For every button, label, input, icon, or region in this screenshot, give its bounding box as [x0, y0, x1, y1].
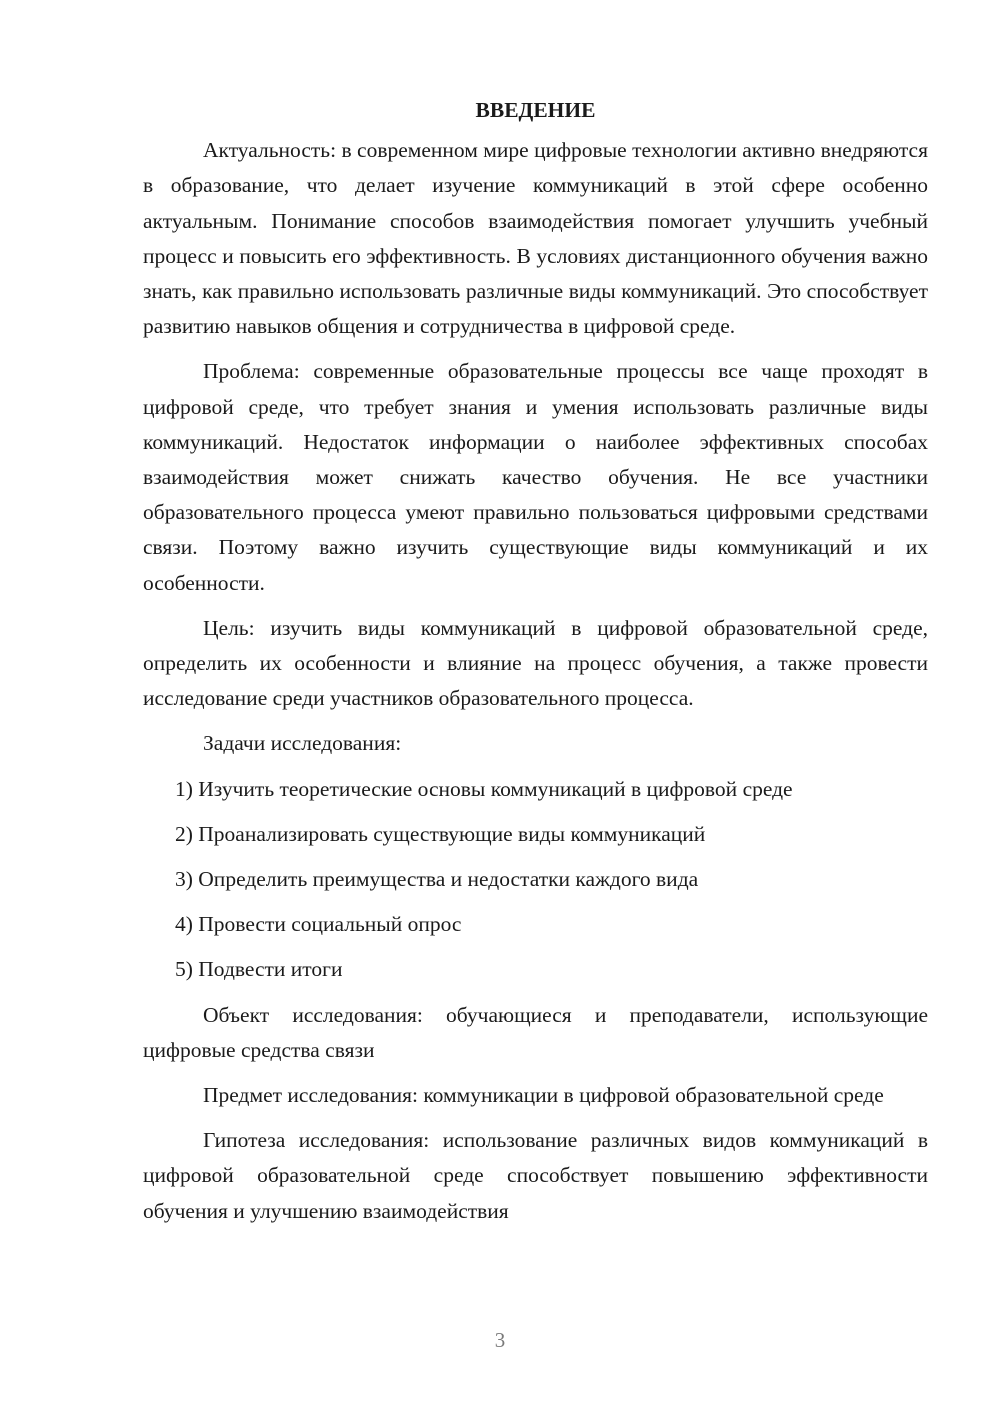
paragraph-subject: Предмет исследования: коммуникации в цифровой образовательной среде: [203, 1083, 884, 1108]
task-item: 1) Изучить теоретические основы коммуникаций в цифровой среде: [175, 776, 793, 801]
paragraph-goal: Цель: изучить виды коммуникаций в цифровой образовательной среде, определить их особенности и влияние на процесс обучения, а также провести исследование среди участников образовательного процесса.: [143, 615, 928, 711]
page-title: ВВЕДЕНИЕ: [475, 98, 596, 122]
page-number: 3: [494, 1328, 506, 1352]
paragraph-object: Объект исследования: обучающиеся и преподаватели, использующие цифровые средства связи: [143, 1002, 928, 1062]
paragraph-hypothesis: Гипотеза исследования: использование различных видов коммуникаций в цифровой образовательной среде способствует повышению эффективности обучения и улучшению взаимодействия: [143, 1128, 928, 1223]
task-item: 4) Провести социальный опрос: [175, 912, 462, 937]
task-item: 5) Подвести итоги: [175, 957, 343, 982]
tasks-heading: Задачи исследования:: [203, 731, 402, 756]
task-item: 3) Определить преимущества и недостатки каждого вида: [175, 867, 699, 892]
page-content: [143, 93, 928, 1229]
paragraph-relevance: Актуальность: в современном мире цифровые технологии активно внедряются в образование, что делает изучение коммуникаций в этой сфере особенно актуальным. Понимание способов взаимодействия помогает улучшить учебный процесс и повысить его эффективность. В условиях дистанционного обучения важно знать, как правильно использовать различные виды коммуникаций. Это способствует развитию навыков общения и сотрудничества в цифровой среде.: [143, 138, 928, 339]
tasks-list: [143, 772, 928, 988]
paragraph-problem: Проблема: современные образовательные процессы все чаще проходят в цифровой среде, что требует знания и умения использовать различные виды коммуникаций. Недостаток информации о наиболее эффективных способах взаимодействия может снижать качество обучения. Не все участники образовательного процесса умеют правильно пользоваться цифровыми средствами связи. Поэтому важно изучить существующие виды коммуникаций и их особенности.: [143, 359, 928, 595]
task-item: 2) Проанализировать существующие виды коммуникаций: [175, 821, 706, 846]
